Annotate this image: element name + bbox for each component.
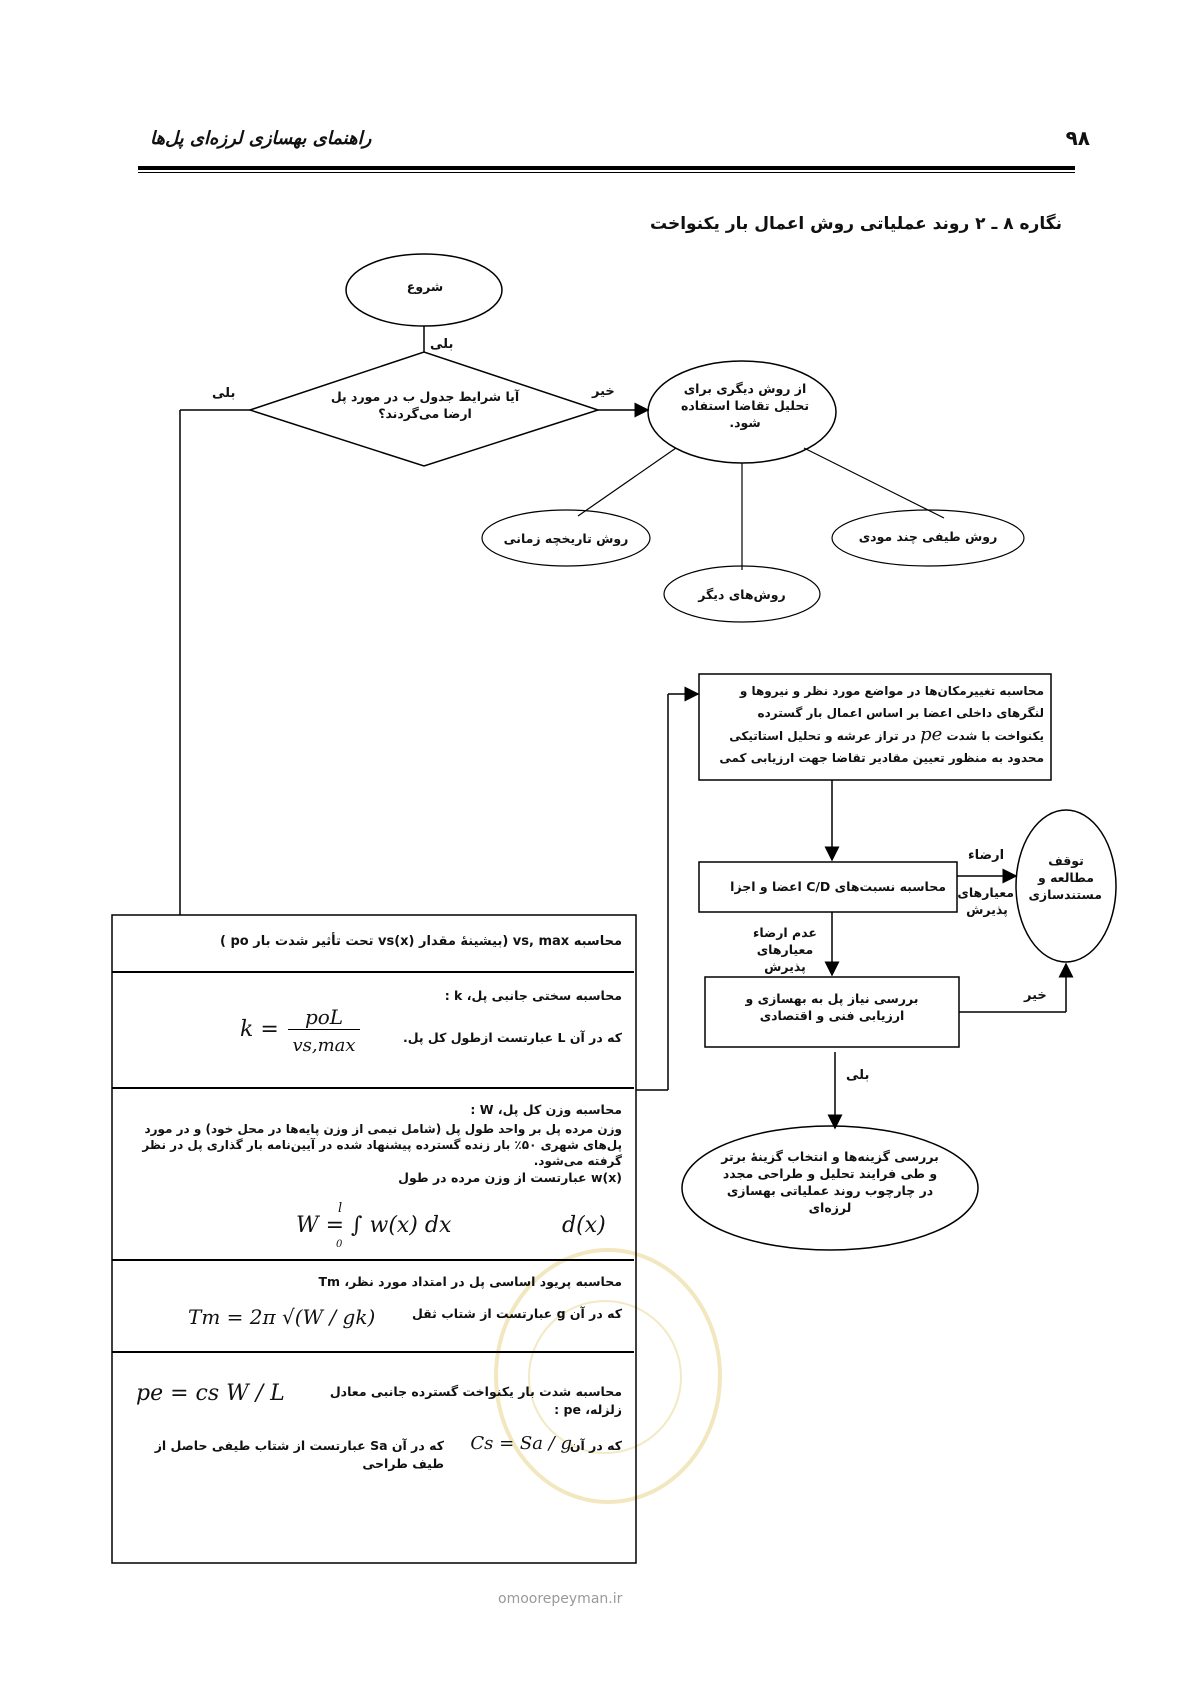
- k-numerator: poL: [288, 1005, 360, 1030]
- t-formula: Tm = 2π √(W / gk): [188, 1305, 376, 1329]
- displacement-text: محاسبه تغییرمکان‌ها در مواضع مورد نظر و نیروها و لنگرهای داخلی اعضا بر اساس اعمال بار گسترده یکنواخت با شدت pe در تراز عرشه و تحلیل استاتیکی محدود به منظور تعیین مقادیر تقاضا جهت ارزیابی کمی: [719, 684, 1044, 765]
- figure-title: نگاره ۸ ـ ۲ روند عملیاتی روش اعمال بار یکنواخت: [649, 214, 1062, 234]
- w-formula: W = ∫ w(x) dx: [296, 1213, 452, 1238]
- not-satisfy-label: عدم ارضاء معیارهای پذیرش: [753, 925, 817, 974]
- w-dx: d(x): [562, 1213, 606, 1238]
- yes-label-top: بلی: [430, 337, 454, 352]
- yes-label: بلی: [846, 1068, 870, 1083]
- calc-t-title: محاسبه پریود اساسی پل در امتداد مورد نظر، Tm: [318, 1274, 622, 1289]
- no-label-right: خیر: [592, 384, 615, 399]
- other-method-label: از روش دیگری برای تحلیل تقاضا استفاده شود.: [680, 381, 810, 430]
- satisfy-label: ارضاء: [968, 848, 1005, 863]
- watermark-url: omoorepeyman.ir: [498, 1591, 623, 1607]
- calc-pe-title: محاسبه شدت بار یکنواخت گسترده جانبی معادل زلزله، pe :: [329, 1384, 622, 1417]
- running-header-title: راهنمای بهسازی لرزه‌ای پل‌ها: [150, 128, 372, 149]
- calc-k-note: که در آن L عبارتست ازطول کل پل.: [402, 1030, 622, 1045]
- pe-formula: pe = cs W / L: [136, 1381, 285, 1406]
- calc-k-title: محاسبه سختی جانبی پل، k :: [444, 988, 622, 1003]
- w-int-lower: 0: [336, 1239, 343, 1250]
- pe-note-a: که در آن: [569, 1438, 622, 1453]
- calc-pe-section: [112, 1353, 634, 1563]
- other-methods-label: روش‌های دیگر: [698, 587, 786, 602]
- w-int-upper: l: [338, 1201, 343, 1216]
- page-number: ۹۸: [1065, 126, 1090, 150]
- calc-vs-section: [112, 915, 634, 973]
- acceptance-criteria-label: معیارهای پذیرش: [957, 885, 1014, 917]
- pe-note-b: که در آن Sa عبارتست از شتاب طیفی حاصل از طیف طراحی: [154, 1438, 444, 1471]
- calc-vs-text: محاسبه vs, max (بیشینهٔ مقدار vs(x) تحت تأثیر شدت بار po ): [220, 934, 622, 949]
- yes-label-left: بلی: [212, 386, 236, 401]
- calc-w-desc: وزن مرده پل بر واحد طول پل (شامل نیمی از وزن پایه‌ها در محل خود) و در مورد پل‌های شهری ۵۰٪ بار زنده گسترده پیشنهاد شده در آیین‌نامه بار گذاری پل در نظر گرفته می‌شود.: [142, 1122, 622, 1168]
- no-label: خیر: [1024, 988, 1047, 1003]
- pe-note-formula: Cs = Sa / g: [470, 1433, 572, 1454]
- time-history-label: روش تاریخچه زمانی: [503, 531, 629, 546]
- options-label: بررسی گزینه‌ها و انتخاب گزینهٔ برتر و طی فرایند تحلیل و طراحی مجدد در چارچوب روند عملیاتی بهسازی لرزه‌ای: [721, 1149, 939, 1215]
- multimode-label: روش طیفی چند مودی: [858, 529, 998, 544]
- k-denominator: vs,max: [292, 1035, 356, 1056]
- calc-t-note: که در آن g عبارتست از شتاب ثقل: [412, 1306, 622, 1321]
- retrofit-need-label: بررسی نیاز پل به بهسازی و ارزیابی فنی و اقتصادی: [745, 991, 919, 1023]
- decision-label: آیا شرایط جدول ب در مورد پل ارضا می‌گردند؟: [330, 389, 520, 421]
- calc-w-section: [112, 1089, 634, 1261]
- calc-w-title: محاسبه وزن کل پل، W :: [470, 1102, 622, 1117]
- calc-w-note: w(x) عبارتست از وزن مرده در طول: [398, 1170, 622, 1185]
- calc-k-section: [112, 973, 634, 1089]
- cd-ratio-label: محاسبه نسبت‌های C/D اعضا و اجزا: [730, 879, 946, 894]
- stop-label: توقف مطالعه و مستندسازی: [1028, 853, 1102, 902]
- calc-t-section: [112, 1261, 634, 1353]
- k-lhs: k =: [240, 1017, 279, 1042]
- start-label: شروع: [406, 279, 444, 294]
